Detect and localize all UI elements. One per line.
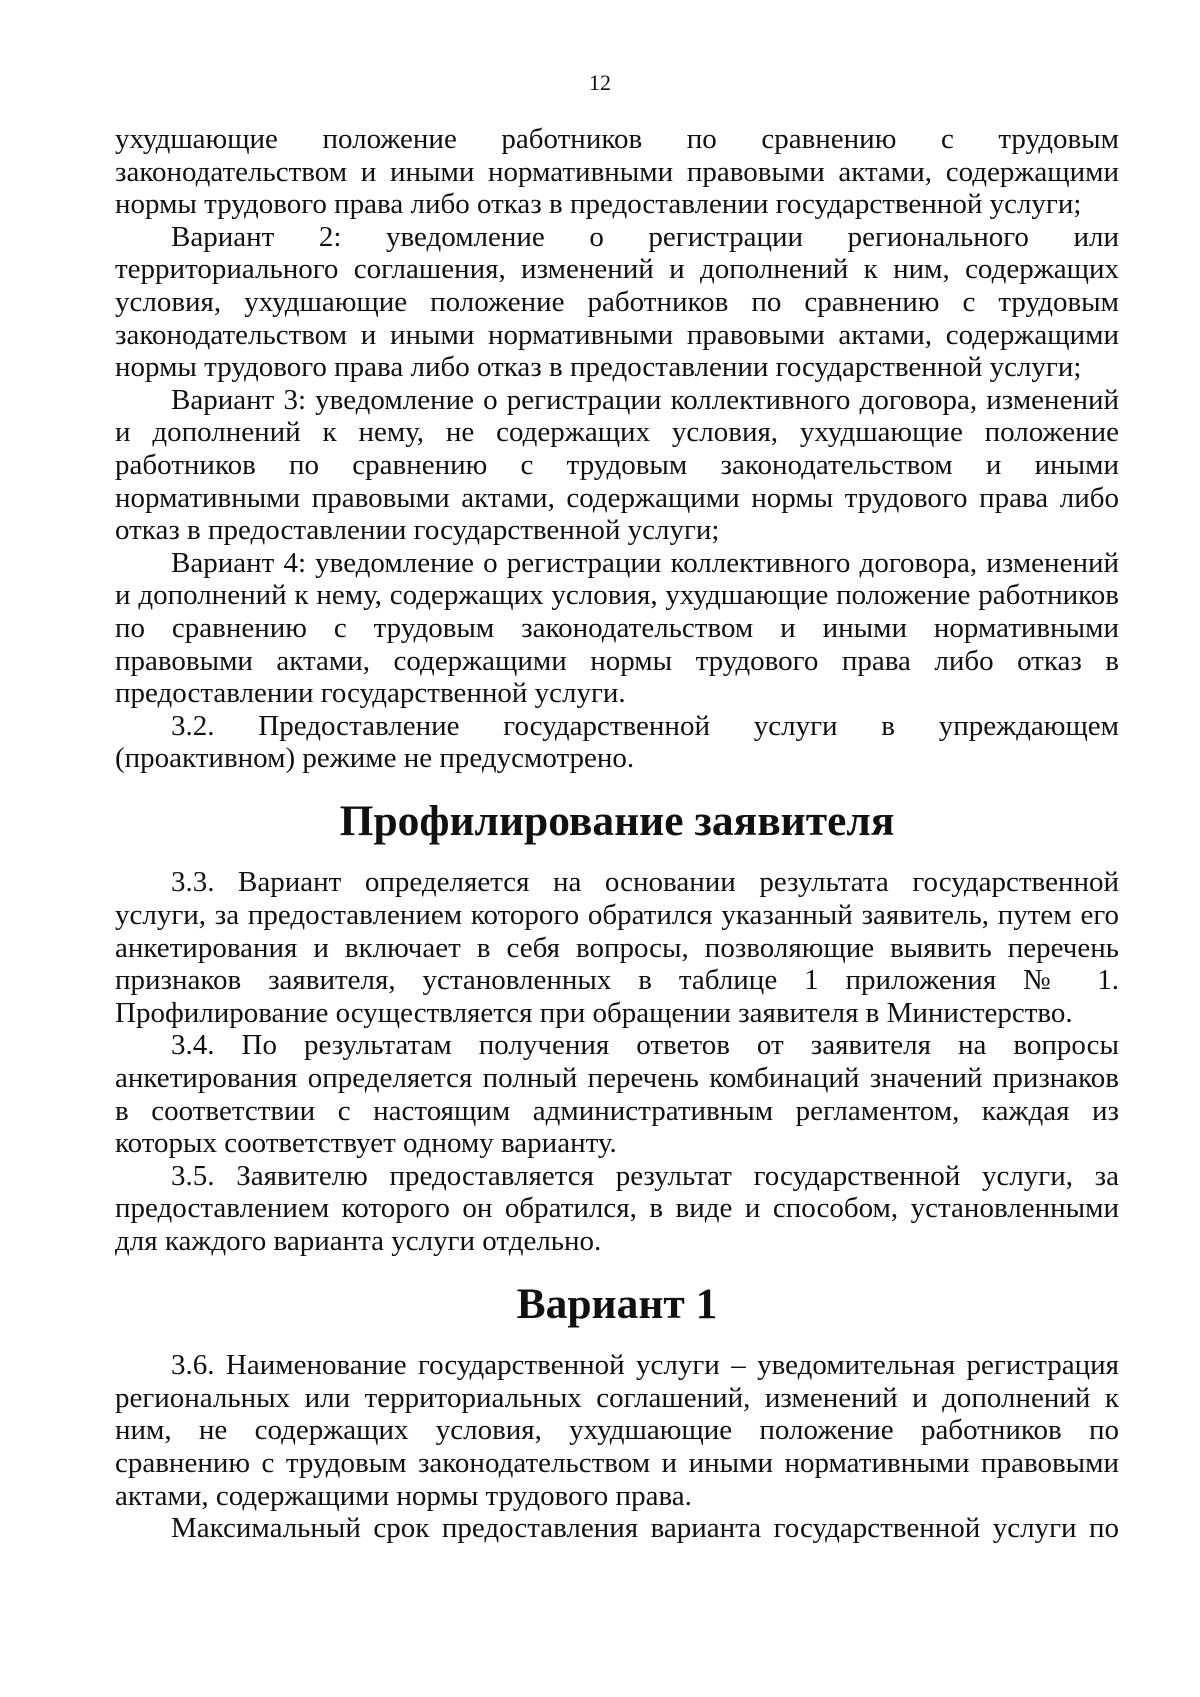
paragraph-continuation: ухудшающие положение работников по сравнению с трудовым законодательством и иными нормативными правовыми актами, содержащими нормы трудового права либо отказ в предоставлении государственной услуги;: [115, 123, 1119, 221]
paragraph-variant-4: Вариант 4: уведомление о регистрации коллективного договора, изменений и дополнений к нему, содержащих условия, ухудшающие положение работников по сравнению с трудовым законодательством и иными нормативными правовыми актами, содержащими нормы трудового права либо отказ в предоставлении государственной услуги.: [115, 546, 1119, 710]
paragraph-max-term: Максимальный срок предоставления варианта государственной услуги по: [171, 1512, 1119, 1545]
paragraph-3-6: 3.6. Наименование государственной услуги – уведомительная регистрация региональных или территориальных соглашений, изменений и дополнений к ним, не содержащих условия, ухудшающие положение работников по сравнению с трудовым законодательством и иными нормативными правовыми актами, содержащими нормы трудового права.: [115, 1349, 1119, 1512]
page-content: [115, 123, 1119, 1545]
paragraph-3-3: 3.3. Вариант определяется на основании результата государственной услуги, за предоставлением которого обратился указанный заявитель, путем его анкетирования и включает в себя вопросы, позволяющие выявить перечень признаков заявителя, установленных в таблице 1 приложения № 1. Профилирование осуществляется при обращении заявителя в Министерство.: [115, 866, 1119, 1029]
paragraph-3-2: 3.2. Предоставление государственной услуги в упреждающем (проактивном) режиме не предусмотрено.: [115, 709, 1119, 775]
paragraph-variant-2: Вариант 2: уведомление о регистрации регионального или территориального соглашения, изменений и дополнений к ним, содержащих условия, ухудшающие положение работников по сравнению с трудовым законодательством и иными нормативными правовыми актами, содержащими нормы трудового права либо отказ в предоставлении государственной услуги;: [115, 220, 1119, 384]
page-number: 12: [589, 70, 611, 95]
heading-profiling: Профилирование заявителя: [339, 796, 895, 845]
heading-variant-1: Вариант 1: [516, 1279, 718, 1328]
paragraph-variant-3: Вариант 3: уведомление о регистрации коллективного договора, изменений и дополнений к нему, не содержащих условия, ухудшающие положение работников по сравнению с трудовым законодательством и иными нормативными правовыми актами, содержащими нормы трудового права либо отказ в предоставлении государственной услуги;: [115, 383, 1119, 547]
paragraph-3-4: 3.4. По результатам получения ответов от заявителя на вопросы анкетирования определяется полный перечень комбинаций значений признаков в соответствии с настоящим административным регламентом, каждая из которых соответствует одному варианту.: [115, 1029, 1119, 1160]
paragraph-3-5: 3.5. Заявителю предоставляется результат государственной услуги, за предоставлением которого он обратился, в виде и способом, установленными для каждого варианта услуги отдельно.: [115, 1159, 1119, 1257]
